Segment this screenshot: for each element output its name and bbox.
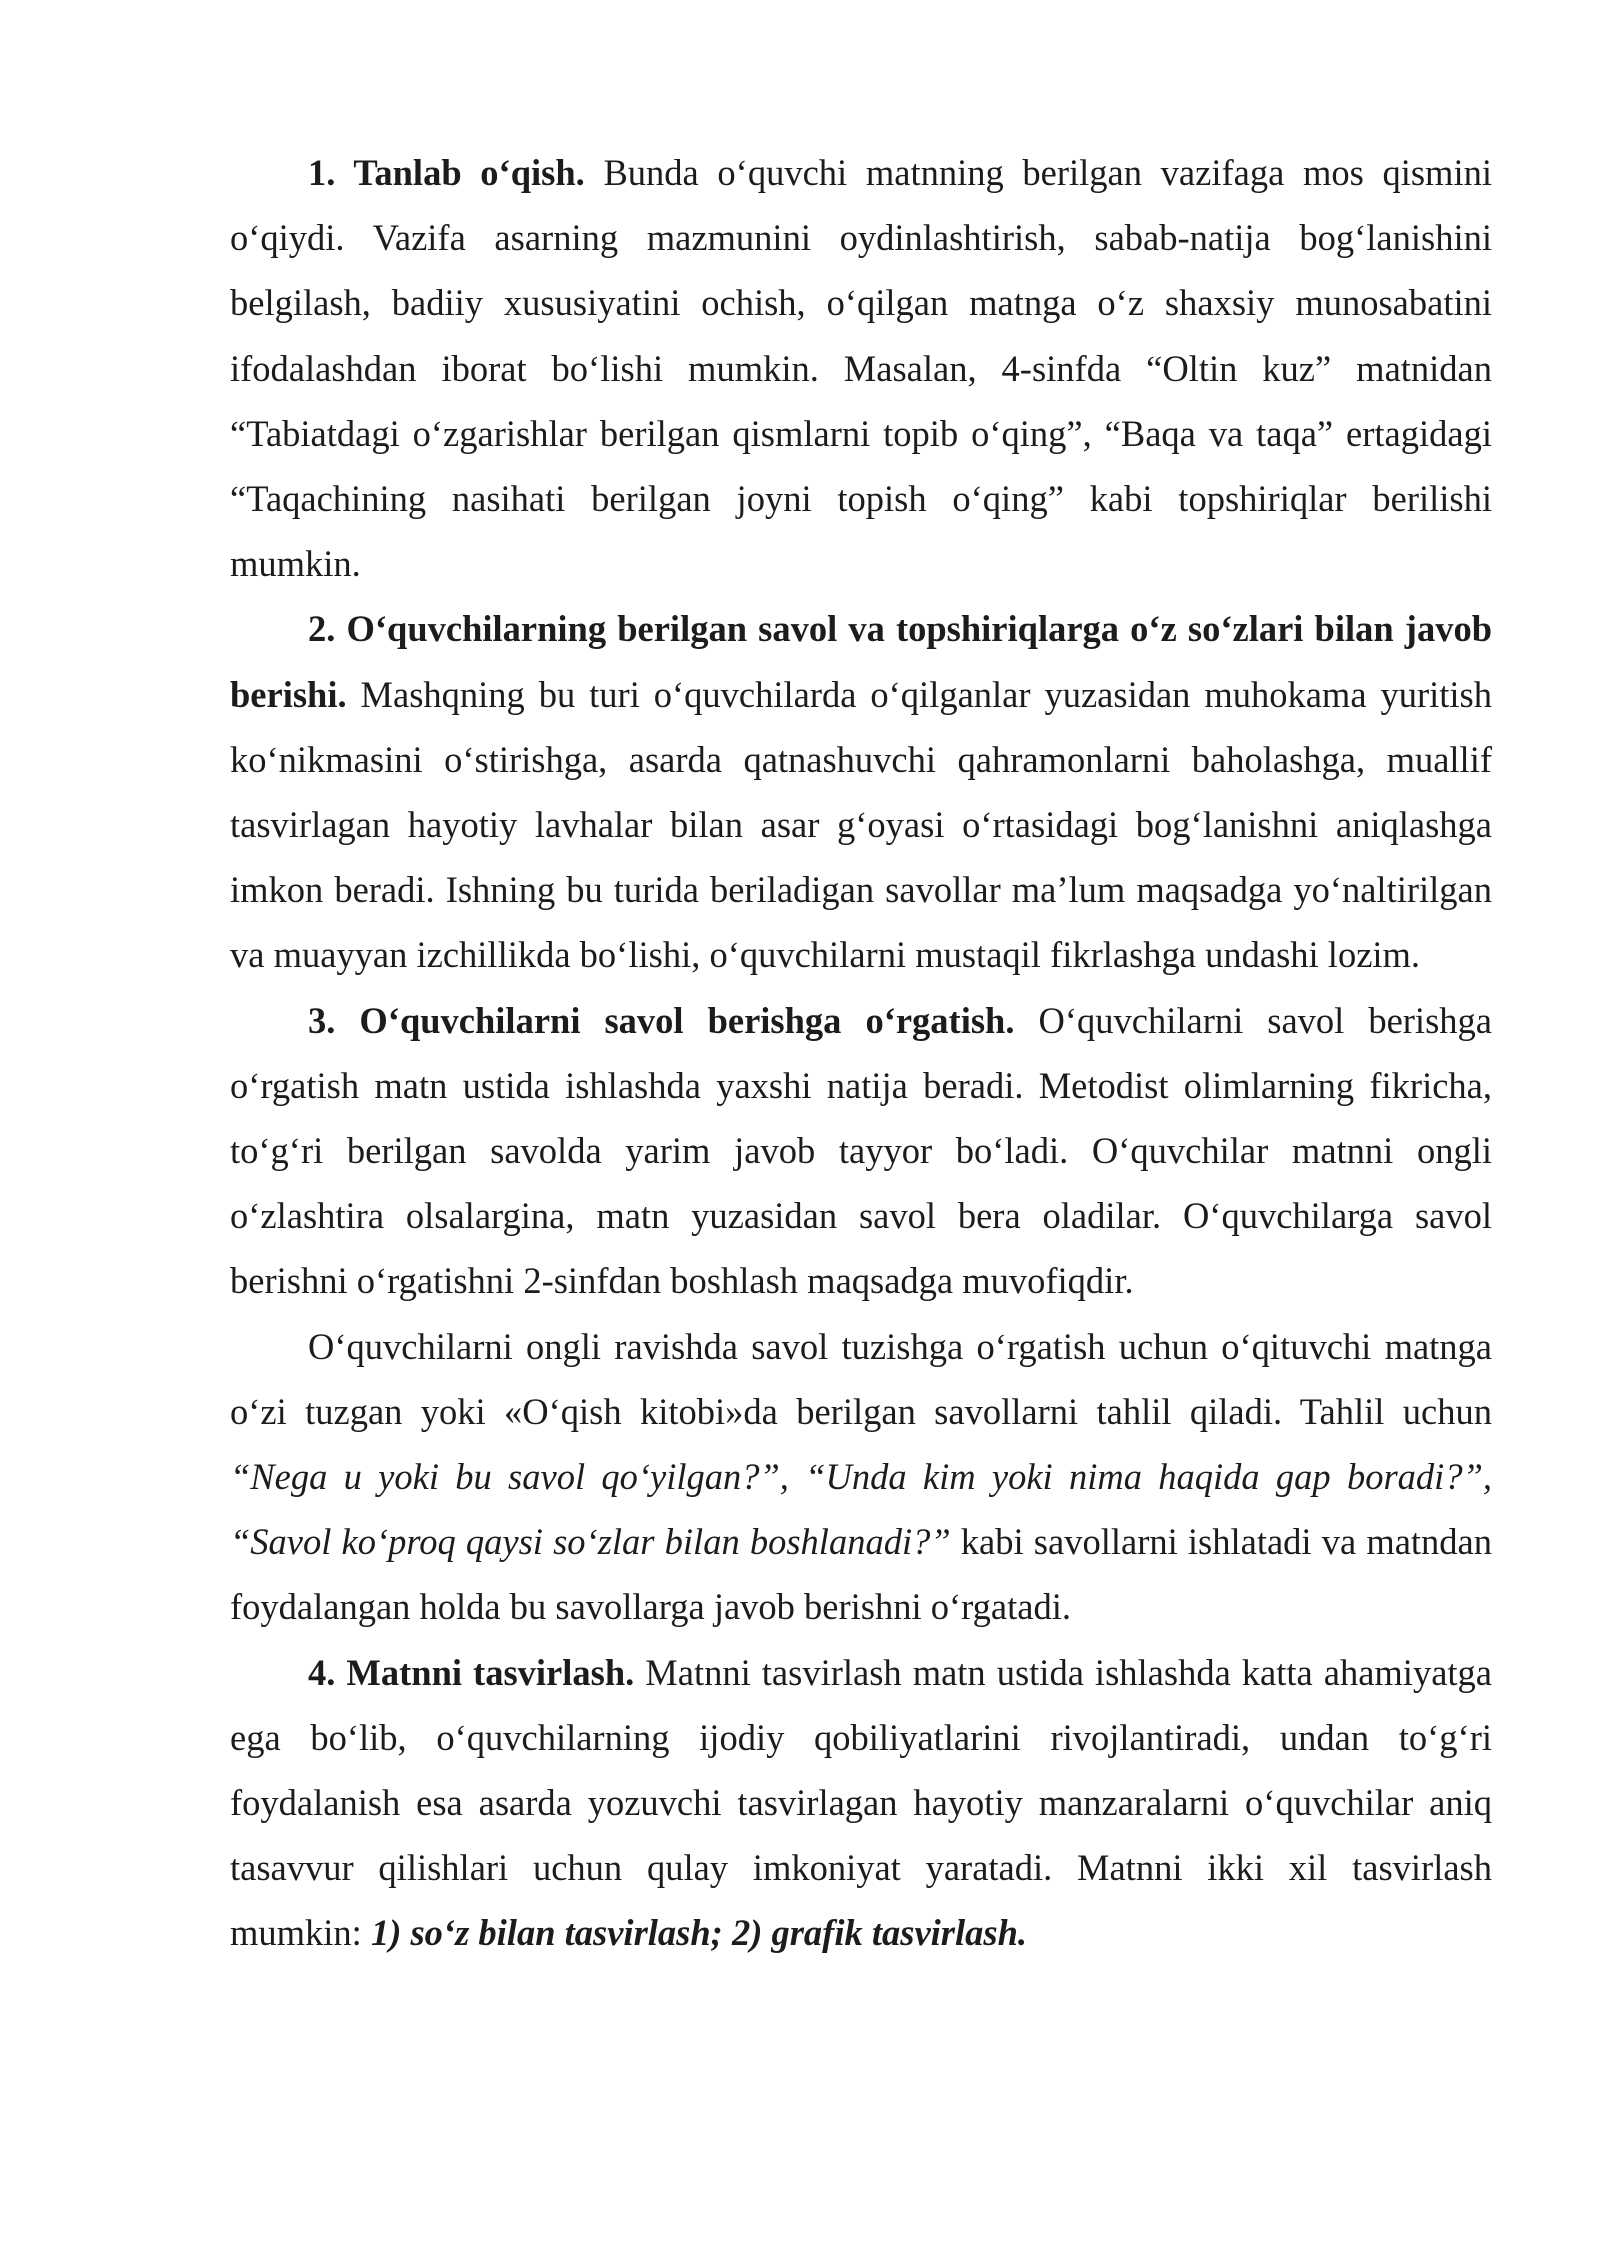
paragraph-heading: 3. O‘quvchilarni savol berishga o‘rgatish.	[308, 999, 1015, 1041]
paragraph-savol-tuzish	[230, 1314, 1492, 1640]
paragraph-heading: 2. O‘quvchilarning berilgan savol va topshiriqlarga o‘z so‘zlari bilan javob berishi.	[230, 608, 1492, 715]
paragraph-savol-javob	[230, 596, 1492, 987]
paragraph-body: Mashqning bu turi o‘quvchilarda o‘qilganlar yuzasidan muhokama yuritish ko‘nikmasini o‘stirishga, asarda qatnashuvchi qahramonlarni baholashga, muallif tasvirlagan hayotiy lavhalar bilan asar g‘oyasi o‘rtasidagi bog‘lanishni aniqlashga imkon beradi. Ishning bu turida beriladigan savollar ma’lum maqsadga yo‘naltirilgan va muayyan izchillikda bo‘lishi, o‘quvchilarni mustaqil fikrlashga undashi lozim.	[230, 673, 1492, 976]
paragraph-body: Bunda o‘quvchi matnning berilgan vazifaga mos qismini o‘qiydi. Vazifa asarning mazmunini oydinlashtirish, sabab-natija bog‘lanishini belgilash, badiiy xususiyatini ochish, o‘qilgan matnga o‘z shaxsiy munosabatini ifodalashdan iborat bo‘lishi mumkin. Masalan, 4-sinfda “Oltin kuz” matnidan “Tabiatdagi o‘zgarishlar berilgan qismlarni topib o‘qing”, “Baqa va taqa” ertagidagi “Taqachining nasihati berilgan joyni topish o‘qing” kabi topshiriqlar berilishi mumkin.	[230, 152, 1492, 585]
paragraph-savol-berishga-orgatish	[230, 988, 1492, 1314]
paragraph-tanlab-oqish	[230, 140, 1492, 596]
paragraph-body: O‘quvchilarni ongli ravishda savol tuzishga o‘rgatish uchun o‘qituvchi matnga o‘zi tuzgan yoki «O‘qish kitobi»da berilgan savollarni tahlil qiladi. Tahlil uchun	[230, 1325, 1492, 1432]
paragraph-heading: 1. Tanlab o‘qish.	[308, 152, 585, 193]
paragraph-heading: 4. Matnni tasvirlash.	[308, 1651, 635, 1693]
italic-question-examples: “Nega u yoki bu savol qo‘yilgan?”, “Unda kim yoki nima haqida gap boradi?”, “Savol ko‘proq qaysi so‘zlar bilan boshlanadi?”	[230, 1456, 1492, 1563]
document-page	[230, 140, 1492, 1966]
paragraph-body: O‘quvchilarni savol berishga o‘rgatish matn ustida ishlashda yaxshi natija beradi. Metodist olimlarning fikricha, to‘g‘ri berilgan savolda yarim javob tayyor bo‘ladi. O‘quvchilar matnni ongli o‘zlashtira olsalargina, matn yuzasidan savol bera oladilar. O‘quvchilarga savol berishni o‘rgatishni 2-sinfdan boshlash maqsadga muvofiqdir.	[230, 999, 1492, 1302]
paragraph-body: Matnni tasvirlash matn ustida ishlashda katta ahamiyatga ega bo‘lib, o‘quvchilarning ijodiy qobiliyatlarini rivojlantiradi, undan to‘g‘ri foydalanish esa asarda yozuvchi tasvirlagan hayotiy manzaralarni o‘quvchilar aniq tasavvur qilishlari uchun qulay imkoniyat yaratadi. Matnni ikki xil tasvirlash mumkin:	[230, 1651, 1492, 1954]
paragraph-body-end: kabi savollarni ishlatadi va matndan foydalangan holda bu savollarga javob berishni o‘rgatadi.	[230, 1521, 1493, 1628]
bold-italic-types: 1) so‘z bilan tasvirlash; 2) grafik tasvirlash.	[370, 1912, 1028, 1954]
paragraph-matnni-tasvirlash	[230, 1640, 1492, 1966]
